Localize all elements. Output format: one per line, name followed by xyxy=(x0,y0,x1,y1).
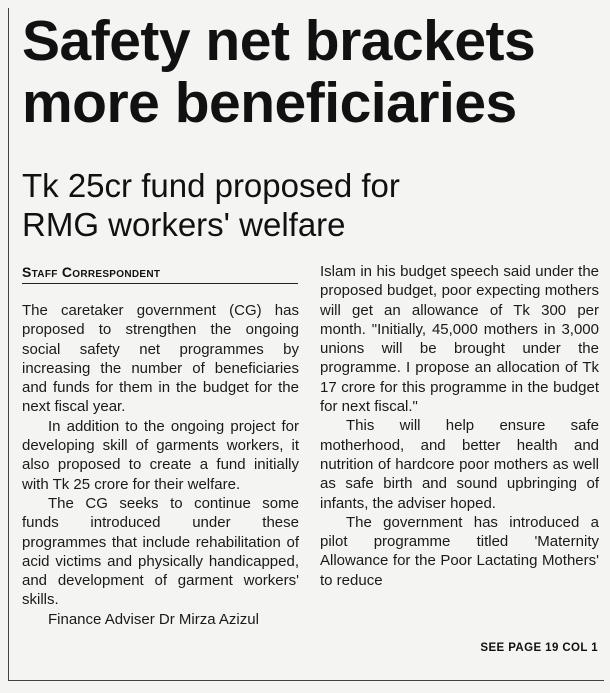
subheadline-line-2: RMG workers' welfare xyxy=(22,206,346,243)
bottom-border-rule xyxy=(8,680,604,681)
article-column-1 xyxy=(22,301,299,629)
paragraph: The CG seeks to continue some funds introduced under these programmes that include rehabilitation of acid victims and physically handicapped, and development of garment workers' skills. xyxy=(22,494,299,609)
paragraph: Finance Adviser Dr Mirza Azizul xyxy=(48,610,259,628)
paragraph: Islam in his budget speech said under the proposed budget, poor expecting mothers will get an allowance of Tk 300 per month. "Initially, 45,000 mothers in 3,000 unions will be brought under the programme. I propose an allocation of Tk 17 crore for this programme in the budget for next fiscal." xyxy=(320,263,599,416)
subheadline-line-1: Tk 25cr fund proposed for xyxy=(22,167,400,204)
subheadline xyxy=(22,166,602,244)
left-border-rule xyxy=(8,8,9,680)
paragraph: The government has introduced a pilot programme titled 'Maternity Allowance for the Poor Lactating Mothers' to reduce xyxy=(320,513,599,589)
byline: Staff Correspondent xyxy=(22,264,298,284)
paragraph: This will help ensure safe motherhood, and better health and nutrition of hardcore poor mothers as well as safe birth and sound upbringing of infants, the adviser hoped. xyxy=(320,417,599,512)
paragraph: The caretaker government (CG) has proposed to strengthen the ongoing social safety net programmes by increasing the number of beneficiaries and funds for them in the budget for the next fiscal year. xyxy=(22,302,299,416)
byline-block xyxy=(22,264,298,284)
headline-line-1: Safety net brackets xyxy=(22,9,536,73)
continuation-link[interactable]: SEE PAGE 19 COL 1 xyxy=(480,642,598,654)
article-column-2 xyxy=(320,262,599,590)
headline-line-2: more beneficiaries xyxy=(22,71,517,135)
headline xyxy=(22,10,602,134)
paragraph: In addition to the ongoing project for developing skill of garments workers, it also proposed to create a fund initially with Tk 25 crore for their welfare. xyxy=(22,417,299,493)
